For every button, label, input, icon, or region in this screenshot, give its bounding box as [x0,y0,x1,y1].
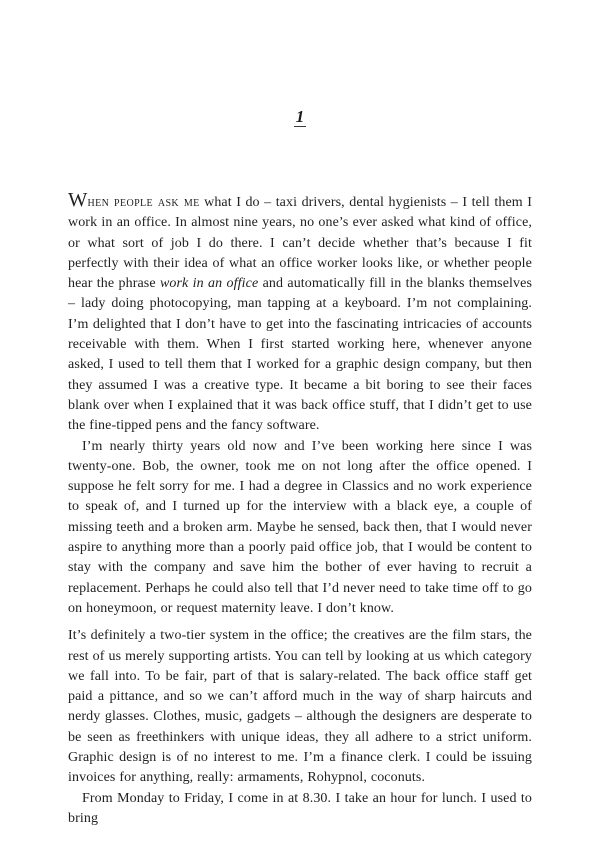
chapter-number: 1 [295,107,305,126]
chapter-heading [68,108,532,127]
italic-phrase: work in an office [159,276,259,292]
paragraph-2: I’m nearly thirty years old now and I’ve been working here since I was twenty-one. Bob, the owner, took me on not long after the office opened. I suppose he felt sorry for me. I had a degree in Classics and no work experience to speak of, and I turned up for the interview with a black eye, a couple of missing teeth and a broken arm. Maybe he sensed, back then, that I would never aspire to anything more than a poorly paid office job, that I would be content to stay with the company and save him the bother of ever having to recruit a replacement. Perhaps he could also tell that I’d never need to take time off to go on honeymoon, or request maternity leave. I don’t know. [68,438,532,616]
paragraph-1-run-1: what I do – taxi drivers, dental hygienists – I tell them I work in an office. In almost nine years, no one’s ever asked what kind of office, or what sort of job I do there. I can’t decide whether that’s because I fit perfectly with their idea of what an office worker looks like, or whether people hear the phrase [68,195,532,292]
paragraph-4: From Monday to Friday, I come in at 8.30. I take an hour for lunch. I used to bring [68,790,532,826]
opening-smallcaps: hen people ask me [87,195,200,210]
paragraph-1-run-2: and automatically fill in the blanks themselves – lady doing photocopying, man tapping at a keyboard. I’m not complaining. I’m delighted that I don’t have to get into the fascinating intricacies of accounts receivable with them. When I first started working here, whenever anyone asked, I used to tell them that I worked for a graphic design company, but then they assumed I was a creative type. It became a bit boring to see their faces blank over when I explained that it was back office stuff, that I didn’t get to use the fine-tipped pens and the fancy software. [68,276,532,434]
body-text [68,189,532,829]
paragraph-1 [68,189,532,437]
opening-initial: W [68,189,88,211]
paragraph-3: It’s definitely a two-tier system in the office; the creatives are the film stars, the rest of us merely supporting artists. You can tell by looking at us which category we fall into. To be fair, part of that is salary-related. The back office staff get paid a pittance, and so we can’t afford much in the way of sharp haircuts and nerdy glasses. Clothes, music, gadgets – although the designers are desperate to be seen as freethinkers with unique ideas, they all adhere to a strict uniform. Graphic design is of no interest to me. I’m a finance clerk. I could be issuing invoices for anything, really: armaments, Rohypnol, coconuts. [68,628,532,786]
